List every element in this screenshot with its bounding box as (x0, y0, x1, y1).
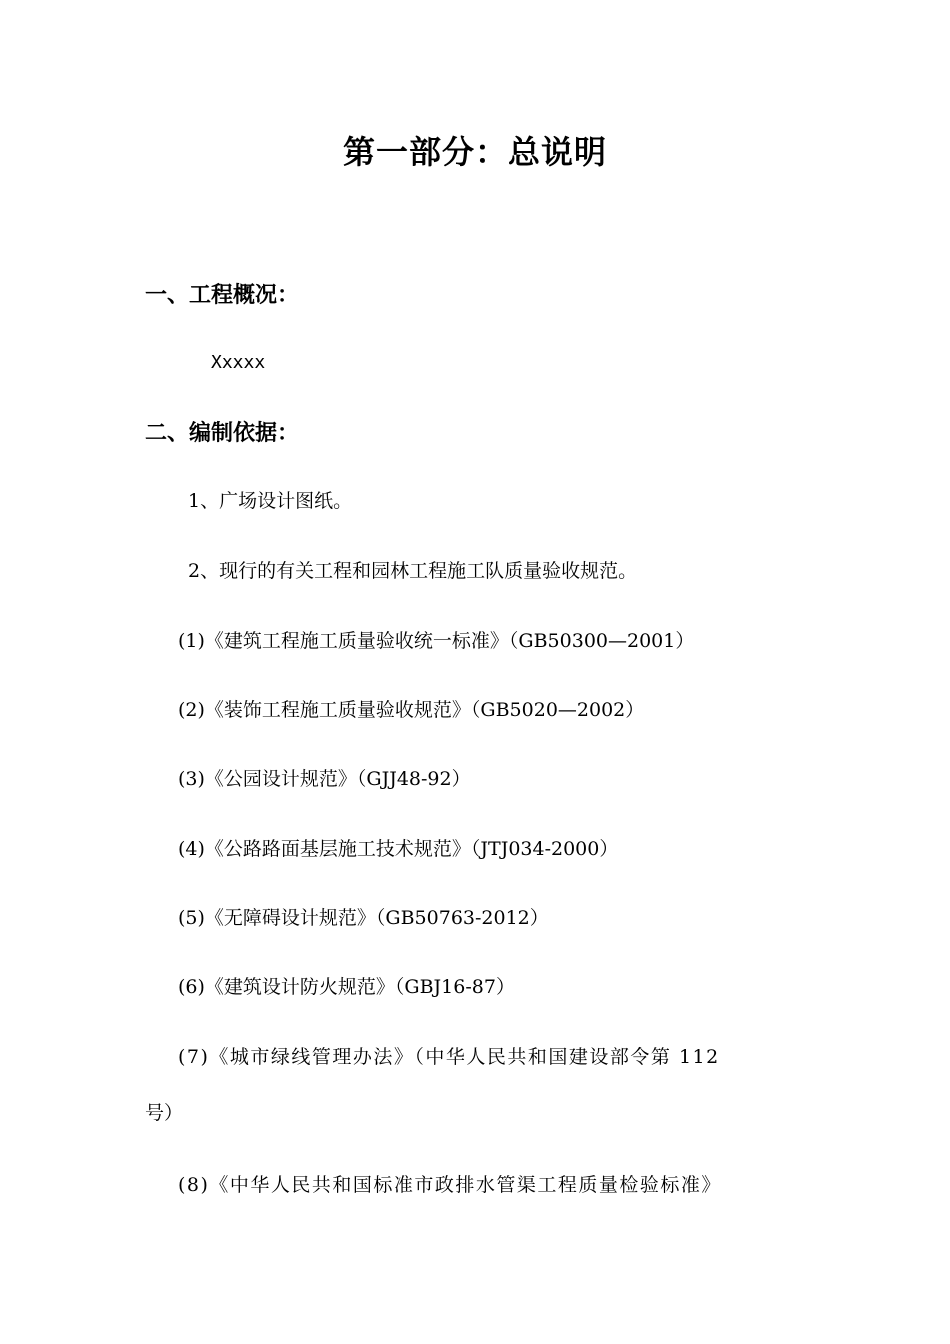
standard-item-1: (1)《建筑工程施工质量验收统一标准》（GB50300—2001） (178, 630, 695, 652)
standard-item-8: (8)《中华人民共和国标准市政排水管渠工程质量检验标准》 (178, 1174, 722, 1196)
basis-item-2: 2、现行的有关工程和园林工程施工队质量验收规范。 (188, 560, 638, 582)
project-overview-text: Xxxxx (211, 352, 266, 373)
section-heading-basis: 二、编制依据： (145, 421, 300, 446)
standard-item-4: (4)《公路路面基层施工技术规范》（JTJ034-2000） (178, 838, 619, 860)
standard-item-3: (3)《公园设计规范》（GJJ48-92） (178, 768, 471, 790)
page-title: 第一部分：总说明 (342, 133, 607, 171)
standard-item-2: (2)《装饰工程施工质量验收规范》（GB5020—2002） (178, 699, 645, 721)
standard-item-7-continued: 号） (145, 1102, 184, 1124)
section-heading-project-overview: 一、工程概况： (145, 283, 300, 308)
standard-item-6: (6)《建筑设计防火规范》（GBJ16-87） (178, 976, 515, 998)
standard-item-5: (5)《无障碍设计规范》（GB50763-2012） (178, 907, 549, 929)
standard-item-7: (7)《城市绿线管理办法》（中华人民共和国建设部令第 112 (178, 1046, 720, 1068)
basis-item-1: 1、广场设计图纸。 (188, 490, 353, 512)
